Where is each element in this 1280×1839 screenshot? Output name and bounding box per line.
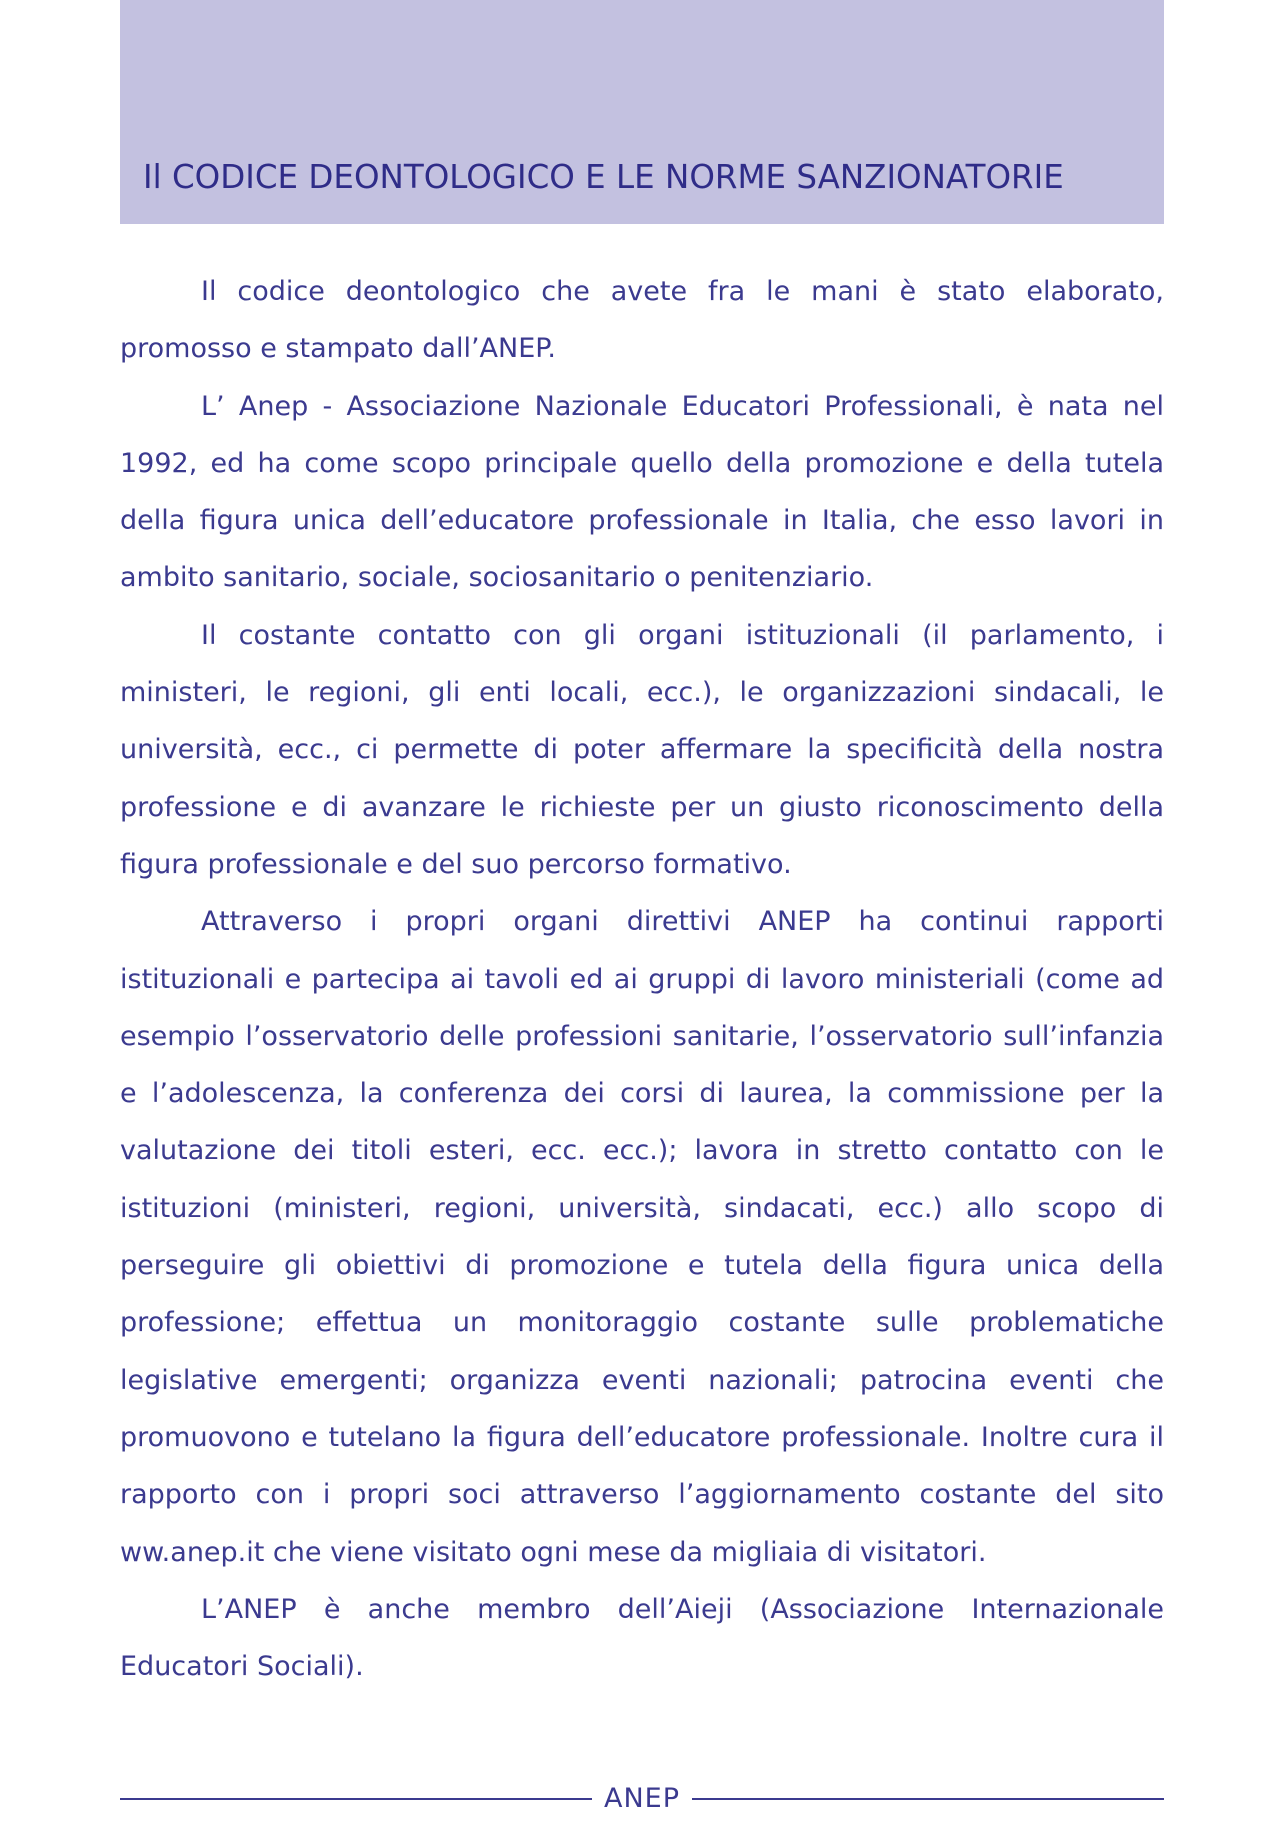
paragraph-4: Attraverso i propri organi direttivi ANEP ha continui rapporti istituzionali e partecipa ai tavoli ed ai gruppi di lavoro ministeriali (come ad esempio l’osservatorio delle professioni sanitarie, l’osservatorio sull’infanzia e l’adolescenza, la conferenza dei corsi di laurea, la commissione per la valutazione dei titoli esteri, ecc. ecc.); lavora in stretto contatto con le istituzioni (ministeri, regioni, università, sindacati, ecc.) allo scopo di perseguire gli obiettivi di promozione e tutela della figura unica della professione; effettua un monitoraggio costante sulle problematiche legislative emergenti; organizza eventi nazionali; patrocina eventi che promuovono e tutelano la figura dell’educatore professionale. Inoltre cura il rapporto con i propri soci attraverso l’aggiornamento costante del sito ww.anep.it che viene visitato ogni mese da migliaia di visitatori.	[120, 906, 1164, 1568]
body-text	[120, 263, 1164, 1695]
page-footer	[120, 1779, 1164, 1819]
paragraph-2: L’ Anep - Associazione Nazionale Educatori Professionali, è nata nel 1992, ed ha come scopo principale quello della promozione e della tutela della figura unica dell’educatore professionale in Italia, che esso lavori in ambito sanitario, sociale, sociosanitario o penitenziario.	[120, 390, 1164, 594]
paragraph-5: L’ANEP è anche membro dell’Aieji (Associazione Internazionale Educatori Sociali).	[120, 1593, 1164, 1683]
footer-rule-left	[120, 1798, 592, 1800]
footer-rule-right	[692, 1798, 1164, 1800]
footer-label: ANEP	[604, 1783, 681, 1814]
paragraph-3: Il costante contatto con gli organi istituzionali (il parlamento, i ministeri, le regioni, gli enti locali, ecc.), le organizzazioni sindacali, le università, ecc., ci permette di poter affermare la specificità della nostra professione e di avanzare le richieste per un giusto riconoscimento della figura professionale e del suo percorso formativo.	[120, 619, 1164, 880]
page-title: Il CODICE DEONTOLOGICO E LE NORME SANZIONATORIE	[143, 158, 1064, 196]
paragraph-1: Il codice deontologico che avete fra le mani è stato elaborato, promosso e stampato dall’ANEP.	[120, 276, 1164, 365]
